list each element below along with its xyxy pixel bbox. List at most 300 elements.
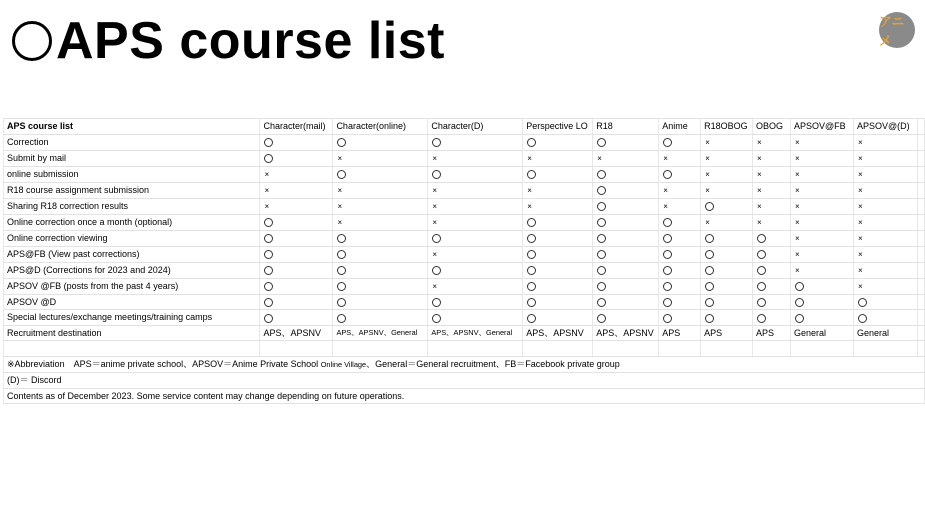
- recruitment-cell: General: [791, 325, 854, 341]
- cross-mark-icon: ×: [337, 185, 343, 195]
- mark-cell: [260, 134, 333, 150]
- circle-mark-icon: [757, 314, 766, 323]
- circle-mark-icon: [663, 298, 672, 307]
- abbreviation-text: ※Abbreviation APS＝anime private school、APSOV＝Anime Private School: [7, 358, 321, 369]
- circle-mark-icon: [597, 234, 606, 243]
- circle-mark-icon: [757, 298, 766, 307]
- mark-cell: [659, 230, 701, 246]
- column-header: OBOG: [753, 119, 791, 135]
- mark-cell: [593, 182, 659, 198]
- circle-mark-icon: [858, 314, 867, 323]
- mark-cell: [791, 230, 854, 246]
- abbreviation-note: [4, 356, 925, 372]
- mark-cell: [659, 246, 701, 262]
- mark-cell: [333, 214, 428, 230]
- mark-cell: [853, 198, 917, 214]
- row-label: Sharing R18 correction results: [4, 198, 260, 214]
- empty-cell: [428, 341, 523, 357]
- mark-cell: [333, 278, 428, 294]
- row-label: Recruitment destination: [4, 325, 260, 341]
- mark-cell: [593, 278, 659, 294]
- circle-mark-icon: [432, 138, 441, 147]
- mark-cell: [791, 278, 854, 294]
- circle-mark-icon: [527, 170, 536, 179]
- empty-cell: [701, 341, 753, 357]
- mark-cell: [428, 246, 523, 262]
- mark-cell: [593, 246, 659, 262]
- mark-cell: [753, 182, 791, 198]
- circle-mark-icon: [527, 138, 536, 147]
- mark-cell: [753, 214, 791, 230]
- mark-cell: [853, 214, 917, 230]
- cross-mark-icon: ×: [527, 201, 532, 211]
- mark-cell: [333, 262, 428, 278]
- cross-mark-icon: ×: [857, 201, 863, 211]
- cross-mark-icon: ×: [757, 217, 762, 227]
- circle-mark-icon: [432, 298, 441, 307]
- mark-cell: [659, 262, 701, 278]
- circle-mark-icon: [337, 282, 346, 291]
- cross-mark-icon: ×: [757, 185, 762, 195]
- circle-mark-icon: [663, 314, 672, 323]
- circle-mark-icon: [757, 234, 766, 243]
- circle-mark-icon: [705, 298, 714, 307]
- mark-cell: [260, 262, 333, 278]
- mark-cell: [260, 198, 333, 214]
- empty-cell: [917, 310, 924, 326]
- mark-cell: [701, 262, 753, 278]
- row-label: APSOV @D: [4, 294, 260, 310]
- mark-cell: [260, 166, 333, 182]
- mark-cell: [428, 150, 523, 166]
- mark-cell: [853, 182, 917, 198]
- empty-cell: [917, 119, 924, 135]
- mark-cell: [523, 214, 593, 230]
- cross-mark-icon: ×: [264, 201, 270, 211]
- cross-mark-icon: ×: [527, 153, 532, 163]
- table-row: [4, 134, 925, 150]
- mark-cell: [753, 310, 791, 326]
- cross-mark-icon: ×: [705, 217, 710, 227]
- circle-mark-icon: [264, 266, 273, 275]
- circle-mark-icon: [527, 266, 536, 275]
- mark-cell: [791, 262, 854, 278]
- column-header: Character(mail): [260, 119, 333, 135]
- empty-cell: [917, 325, 924, 341]
- mark-cell: [593, 214, 659, 230]
- mark-cell: [523, 278, 593, 294]
- cross-mark-icon: ×: [264, 169, 270, 179]
- recruitment-row: [4, 325, 925, 341]
- mark-cell: [428, 262, 523, 278]
- mark-cell: [701, 278, 753, 294]
- mark-cell: [701, 166, 753, 182]
- mark-cell: [853, 294, 917, 310]
- mark-cell: [659, 166, 701, 182]
- circle-mark-icon: [663, 250, 672, 259]
- mark-cell: [260, 150, 333, 166]
- cross-mark-icon: ×: [795, 185, 800, 195]
- mark-cell: [260, 294, 333, 310]
- abbreviation-text-end: 、General＝General recruitment、FB＝Facebook private group: [366, 358, 620, 369]
- mark-cell: [523, 230, 593, 246]
- cross-mark-icon: ×: [857, 185, 863, 195]
- circle-mark-icon: [663, 170, 672, 179]
- mark-cell: [853, 262, 917, 278]
- course-table: [3, 118, 925, 404]
- cross-mark-icon: ×: [432, 281, 438, 291]
- circle-mark-icon: [264, 282, 273, 291]
- table-row: [4, 246, 925, 262]
- circle-mark-icon: [264, 218, 273, 227]
- mark-cell: [701, 134, 753, 150]
- column-header: Character(D): [428, 119, 523, 135]
- circle-mark-icon: [757, 266, 766, 275]
- circle-mark-icon: [597, 266, 606, 275]
- mark-cell: [593, 166, 659, 182]
- mark-cell: [753, 134, 791, 150]
- cross-mark-icon: ×: [705, 137, 710, 147]
- recruitment-cell: APS、APSNV: [523, 325, 593, 341]
- table-row: [4, 182, 925, 198]
- mark-cell: [428, 198, 523, 214]
- empty-cell: [917, 182, 924, 198]
- cross-mark-icon: ×: [795, 137, 800, 147]
- mark-cell: [701, 214, 753, 230]
- cross-mark-icon: ×: [795, 169, 800, 179]
- mark-cell: [659, 182, 701, 198]
- mark-cell: [333, 134, 428, 150]
- circle-mark-icon: [705, 314, 714, 323]
- circle-mark-icon: [705, 234, 714, 243]
- row-label: online submission: [4, 166, 260, 182]
- circle-mark-icon: [663, 234, 672, 243]
- cross-mark-icon: ×: [663, 153, 668, 163]
- circle-mark-icon: [757, 250, 766, 259]
- circle-mark-icon: [264, 154, 273, 163]
- table-row: [4, 230, 925, 246]
- cross-mark-icon: ×: [597, 153, 602, 163]
- circle-mark-icon: [663, 138, 672, 147]
- circle-icon: [12, 21, 52, 61]
- recruitment-cell: APS、APSNV: [260, 325, 333, 341]
- empty-cell: [917, 341, 924, 357]
- discord-note-cell: (D)＝ Discord: [4, 372, 925, 388]
- mark-cell: [659, 150, 701, 166]
- row-label: Correction: [4, 134, 260, 150]
- empty-cell: [917, 294, 924, 310]
- column-header: Anime: [659, 119, 701, 135]
- mark-cell: [791, 182, 854, 198]
- recruitment-cell: APS: [659, 325, 701, 341]
- mark-cell: [659, 310, 701, 326]
- circle-mark-icon: [337, 138, 346, 147]
- column-header: APSOV@FB: [791, 119, 854, 135]
- empty-cell: [523, 341, 593, 357]
- cross-mark-icon: ×: [757, 137, 762, 147]
- cross-mark-icon: ×: [264, 185, 270, 195]
- contents-note-cell: Contents as of December 2023. Some service content may change depending on future operations.: [4, 388, 925, 404]
- cross-mark-icon: ×: [795, 153, 800, 163]
- circle-mark-icon: [432, 170, 441, 179]
- mark-cell: [791, 214, 854, 230]
- circle-mark-icon: [597, 202, 606, 211]
- recruitment-cell: APS: [701, 325, 753, 341]
- circle-mark-icon: [858, 298, 867, 307]
- mark-cell: [260, 230, 333, 246]
- mark-cell: [428, 278, 523, 294]
- mark-cell: [523, 310, 593, 326]
- brand-logo: アニメ: [879, 12, 915, 48]
- cross-mark-icon: ×: [857, 137, 863, 147]
- row-label: Online correction once a month (optional): [4, 214, 260, 230]
- mark-cell: [701, 150, 753, 166]
- discord-note: [4, 372, 925, 388]
- empty-cell: [791, 341, 854, 357]
- cross-mark-icon: ×: [757, 169, 762, 179]
- mark-cell: [428, 166, 523, 182]
- circle-mark-icon: [597, 314, 606, 323]
- circle-mark-icon: [757, 282, 766, 291]
- circle-mark-icon: [527, 298, 536, 307]
- circle-mark-icon: [705, 202, 714, 211]
- circle-mark-icon: [337, 170, 346, 179]
- cross-mark-icon: ×: [857, 169, 863, 179]
- mark-cell: [791, 198, 854, 214]
- table-row: [4, 150, 925, 166]
- mark-cell: [853, 166, 917, 182]
- mark-cell: [753, 150, 791, 166]
- table-row: [4, 294, 925, 310]
- circle-mark-icon: [432, 266, 441, 275]
- mark-cell: [428, 134, 523, 150]
- empty-cell: [917, 278, 924, 294]
- circle-mark-icon: [597, 282, 606, 291]
- cross-mark-icon: ×: [432, 249, 438, 259]
- mark-cell: [753, 278, 791, 294]
- circle-mark-icon: [663, 218, 672, 227]
- contents-note: [4, 388, 925, 404]
- mark-cell: [593, 150, 659, 166]
- empty-cell: [917, 262, 924, 278]
- circle-mark-icon: [597, 298, 606, 307]
- page-title-text: APS course list: [56, 12, 445, 70]
- mark-cell: [791, 134, 854, 150]
- empty-cell: [917, 246, 924, 262]
- row-label: R18 course assignment submission: [4, 182, 260, 198]
- table-row: [4, 214, 925, 230]
- recruitment-cell: APS、APSNV、General: [333, 325, 428, 341]
- circle-mark-icon: [597, 138, 606, 147]
- cross-mark-icon: ×: [757, 201, 762, 211]
- circle-mark-icon: [264, 138, 273, 147]
- cross-mark-icon: ×: [857, 281, 863, 291]
- mark-cell: [659, 294, 701, 310]
- table-row: [4, 278, 925, 294]
- circle-mark-icon: [337, 298, 346, 307]
- circle-mark-icon: [527, 218, 536, 227]
- mark-cell: [659, 134, 701, 150]
- row-label: APSOV @FB (posts from the past 4 years): [4, 278, 260, 294]
- mark-cell: [523, 294, 593, 310]
- cross-mark-icon: ×: [527, 185, 532, 195]
- mark-cell: [593, 310, 659, 326]
- cross-mark-icon: ×: [663, 201, 668, 211]
- mark-cell: [853, 246, 917, 262]
- mark-cell: [333, 230, 428, 246]
- cross-mark-icon: ×: [795, 217, 800, 227]
- mark-cell: [753, 262, 791, 278]
- mark-cell: [523, 262, 593, 278]
- cross-mark-icon: ×: [432, 153, 438, 163]
- cross-mark-icon: ×: [432, 217, 438, 227]
- recruitment-cell: General: [853, 325, 917, 341]
- column-header: APSOV@(D): [853, 119, 917, 135]
- empty-cell: [917, 134, 924, 150]
- table-row: [4, 310, 925, 326]
- circle-mark-icon: [663, 266, 672, 275]
- circle-mark-icon: [264, 298, 273, 307]
- abbreviation-note-cell: [4, 356, 925, 372]
- cross-mark-icon: ×: [857, 217, 863, 227]
- cross-mark-icon: ×: [795, 233, 800, 243]
- cross-mark-icon: ×: [857, 249, 863, 259]
- mark-cell: [853, 134, 917, 150]
- circle-mark-icon: [705, 250, 714, 259]
- circle-mark-icon: [597, 186, 606, 195]
- recruitment-cell: APS、APSNV: [593, 325, 659, 341]
- mark-cell: [791, 294, 854, 310]
- mark-cell: [333, 150, 428, 166]
- column-header: Character(online): [333, 119, 428, 135]
- circle-mark-icon: [795, 298, 804, 307]
- mark-cell: [523, 150, 593, 166]
- mark-cell: [853, 278, 917, 294]
- circle-mark-icon: [337, 266, 346, 275]
- mark-cell: [853, 150, 917, 166]
- empty-cell: [917, 230, 924, 246]
- cross-mark-icon: ×: [705, 169, 710, 179]
- mark-cell: [523, 166, 593, 182]
- mark-cell: [428, 294, 523, 310]
- table-row: [4, 262, 925, 278]
- header-row: [4, 119, 925, 135]
- mark-cell: [523, 182, 593, 198]
- mark-cell: [260, 214, 333, 230]
- mark-cell: [791, 166, 854, 182]
- mark-cell: [593, 230, 659, 246]
- cross-mark-icon: ×: [857, 153, 863, 163]
- empty-cell: [917, 214, 924, 230]
- mark-cell: [333, 198, 428, 214]
- cross-mark-icon: ×: [795, 265, 800, 275]
- cross-mark-icon: ×: [795, 201, 800, 211]
- page-title: [12, 10, 445, 72]
- mark-cell: [701, 310, 753, 326]
- empty-cell: [659, 341, 701, 357]
- circle-mark-icon: [527, 314, 536, 323]
- column-header: R18OBOG: [701, 119, 753, 135]
- circle-mark-icon: [795, 314, 804, 323]
- row-label: APS@D (Corrections for 2023 and 2024): [4, 262, 260, 278]
- circle-mark-icon: [432, 314, 441, 323]
- mark-cell: [428, 310, 523, 326]
- empty-cell: [917, 166, 924, 182]
- mark-cell: [791, 150, 854, 166]
- mark-cell: [428, 214, 523, 230]
- mark-cell: [701, 294, 753, 310]
- mark-cell: [260, 310, 333, 326]
- header-title-cell: APS course list: [4, 119, 260, 135]
- abbreviation-small-text: Online Village: [320, 359, 367, 369]
- mark-cell: [523, 198, 593, 214]
- cross-mark-icon: ×: [337, 201, 343, 211]
- circle-mark-icon: [597, 170, 606, 179]
- mark-cell: [333, 246, 428, 262]
- circle-mark-icon: [527, 282, 536, 291]
- column-header: Perspective LO: [523, 119, 593, 135]
- mark-cell: [593, 134, 659, 150]
- mark-cell: [753, 230, 791, 246]
- circle-mark-icon: [264, 234, 273, 243]
- cross-mark-icon: ×: [663, 185, 668, 195]
- mark-cell: [333, 166, 428, 182]
- empty-cell: [917, 150, 924, 166]
- mark-cell: [753, 166, 791, 182]
- circle-mark-icon: [705, 282, 714, 291]
- mark-cell: [753, 246, 791, 262]
- empty-cell: [260, 341, 333, 357]
- mark-cell: [523, 246, 593, 262]
- mark-cell: [428, 182, 523, 198]
- mark-cell: [853, 230, 917, 246]
- row-label: APS@FB (View past corrections): [4, 246, 260, 262]
- table-row: [4, 198, 925, 214]
- empty-cell: [593, 341, 659, 357]
- row-label: Submit by mail: [4, 150, 260, 166]
- circle-mark-icon: [597, 218, 606, 227]
- cross-mark-icon: ×: [757, 153, 762, 163]
- mark-cell: [701, 198, 753, 214]
- mark-cell: [593, 198, 659, 214]
- circle-mark-icon: [432, 234, 441, 243]
- mark-cell: [260, 278, 333, 294]
- circle-mark-icon: [337, 314, 346, 323]
- circle-mark-icon: [663, 282, 672, 291]
- mark-cell: [753, 198, 791, 214]
- cross-mark-icon: ×: [705, 185, 710, 195]
- circle-mark-icon: [337, 250, 346, 259]
- mark-cell: [593, 262, 659, 278]
- circle-mark-icon: [264, 250, 273, 259]
- cross-mark-icon: ×: [857, 265, 863, 275]
- row-label: Special lectures/exchange meetings/training camps: [4, 310, 260, 326]
- mark-cell: [659, 214, 701, 230]
- cross-mark-icon: ×: [795, 249, 800, 259]
- course-table-body: [4, 119, 925, 404]
- circle-mark-icon: [264, 314, 273, 323]
- cross-mark-icon: ×: [337, 153, 343, 163]
- mark-cell: [260, 182, 333, 198]
- cross-mark-icon: ×: [857, 233, 863, 243]
- mark-cell: [853, 310, 917, 326]
- cross-mark-icon: ×: [432, 185, 438, 195]
- mark-cell: [523, 134, 593, 150]
- empty-cell: [333, 341, 428, 357]
- mark-cell: [753, 294, 791, 310]
- cross-mark-icon: ×: [337, 217, 343, 227]
- circle-mark-icon: [337, 234, 346, 243]
